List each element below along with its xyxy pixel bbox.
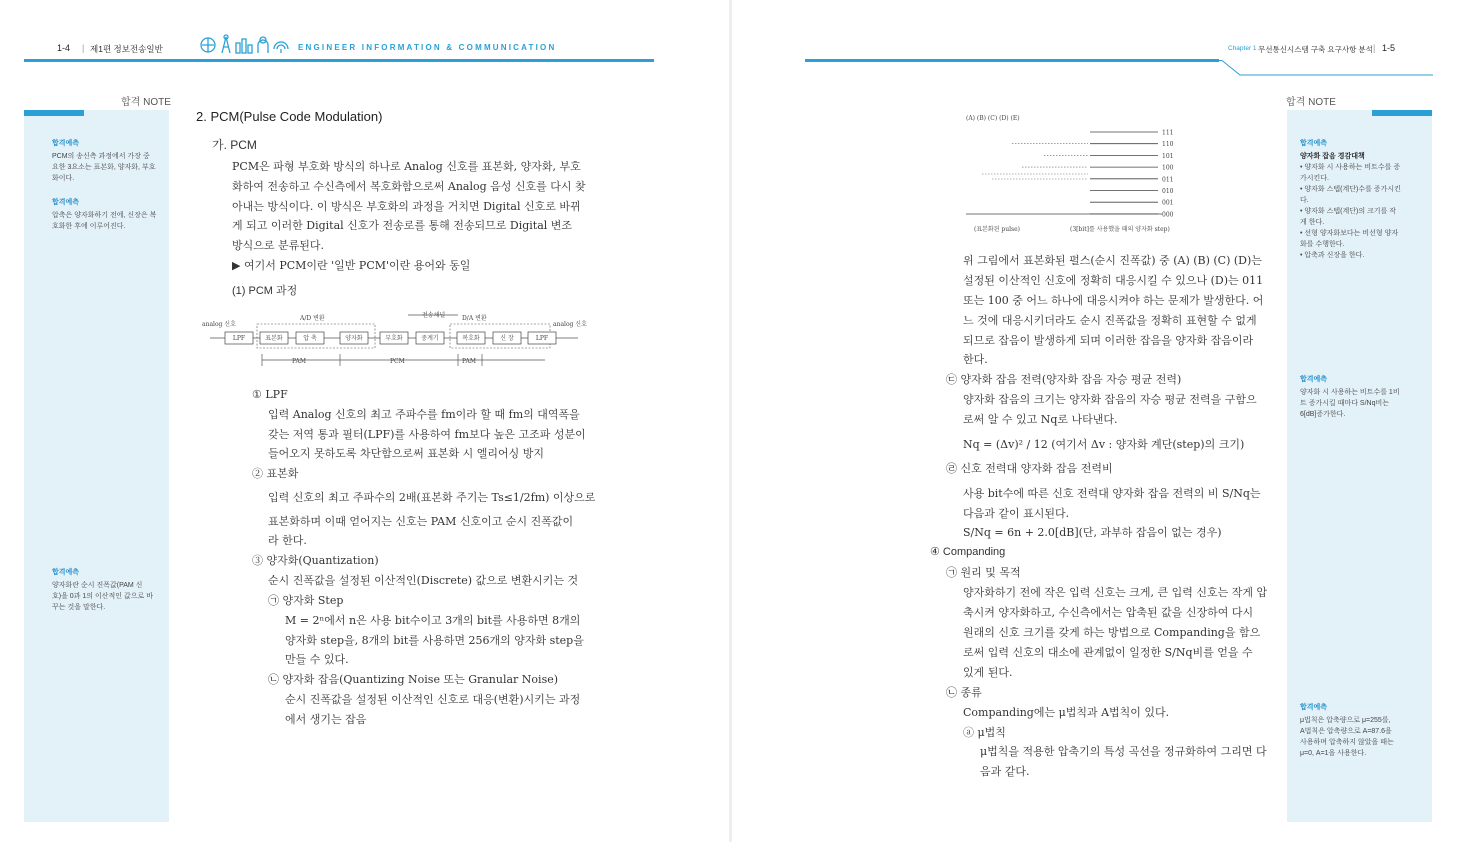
note-title: 합격예측 xyxy=(1300,704,1328,711)
input-label: analog 신호 xyxy=(202,321,236,328)
text-line: 위 그림에서 표본화된 펄스(순시 진폭값) 중 (A) (B) (C) (D)는 xyxy=(963,254,1262,267)
note-line: ▶ 여기서 PCM이란 '일반 PCM'이란 용어와 동일 xyxy=(232,259,471,272)
item-heading: ③ 양자화(Quantization) xyxy=(252,554,379,567)
text-line: 갖는 저역 통과 필터(LPF)를 사용하여 fm보다 높은 고조파 성분이 xyxy=(268,428,586,441)
pcm-label: PCM xyxy=(390,358,405,365)
note-title: 합격예측 xyxy=(52,199,80,206)
text-line: 또는 100 중 어느 하나에 대응시켜야 하는 문제가 발생한다. 어 xyxy=(963,294,1264,307)
text-line: 라 한다. xyxy=(268,534,307,547)
output-label: analog 신호 xyxy=(553,321,587,328)
note-line: • 양자화 시 사용하는 비트수를 증 xyxy=(1300,164,1401,171)
sub-item-heading: ㉣ 신호 전력대 양자화 잡음 전력비 xyxy=(946,462,1113,475)
text-line: 양자화 잡음의 크기는 양자화 잡음의 자승 평균 전력을 구함으 xyxy=(963,393,1257,406)
text-line: 음과 같다. xyxy=(980,765,1030,778)
text-line: 로써 입력 신호의 대소에 관계없이 일정한 S/Nq비를 얻을 수 xyxy=(963,646,1253,659)
note-title: 합격예측 xyxy=(52,569,80,576)
header-separator: | xyxy=(1373,43,1376,53)
diagram-block-label: 신 장 xyxy=(500,335,514,342)
right-page-number: 1-5 xyxy=(1382,43,1396,53)
right-note-label: 합격 NOTE xyxy=(1286,97,1336,108)
left-sidebar-cap xyxy=(24,110,84,116)
text-line: 다음과 같이 표시된다. xyxy=(963,507,1070,520)
note-line: μ법칙은 압축량으로 μ=255를, xyxy=(1300,717,1391,724)
text-line: 에서 생기는 잡음 xyxy=(285,713,367,726)
pulse-labels: (A) (B) (C) (D) (E) xyxy=(966,115,1020,122)
sub-item-heading: ⓐ μ법칙 xyxy=(963,726,1006,739)
text-line: 사용 bit수에 따른 신호 전력대 양자화 잡음 전력의 비 S/Nq는 xyxy=(963,487,1261,500)
diagram-block-label: LPF xyxy=(232,335,246,342)
engineering-icons-logo xyxy=(198,33,294,55)
sub-item-heading: ㉠ 원리 및 목적 xyxy=(946,566,1021,579)
diagram-blocks xyxy=(225,332,556,344)
level-label: 010 xyxy=(1162,188,1174,195)
note-line: 화를 수행한다. xyxy=(1300,241,1345,248)
banner-text: ENGINEER INFORMATION & COMMUNICATION xyxy=(298,43,557,52)
text-line: 양자화하기 전에 작은 입력 신호는 크게, 큰 입력 신호는 작게 압 xyxy=(963,586,1268,599)
quantization-step-figure xyxy=(962,112,1232,237)
note-line: 트 증가시킬 때마다 S/Nq비는 xyxy=(1300,400,1390,407)
item-heading: ① LPF xyxy=(252,388,288,401)
text-line: 입력 Analog 신호의 최고 주파수를 fm이라 할 때 fm의 대역폭을 xyxy=(268,408,580,421)
text-line: 방식으로 분류된다. xyxy=(232,239,325,252)
text-line: 원래의 신호 크기를 갖게 하는 방법으로 Companding을 함으 xyxy=(963,626,1261,639)
level-label: 000 xyxy=(1162,211,1174,219)
note-line: 요한 3요소는 표본화, 양자화, 부호 xyxy=(52,164,156,171)
sub-item-heading: ㉡ 종류 xyxy=(946,686,982,699)
text-line: Companding에는 μ법칙과 A법칙이 있다. xyxy=(963,706,1170,719)
note-line: 화이다. xyxy=(52,175,75,182)
right-sidebar-cap xyxy=(1372,110,1432,116)
subsection-title: 가. PCM xyxy=(212,138,257,152)
note-line: 다. xyxy=(1300,197,1309,204)
formula: Nq = (Δv)² / 12 (여기서 Δv : 양자화 계단(step)의 크기) xyxy=(963,438,1245,451)
note-subtitle: 양자화 잡음 경감대책 xyxy=(1300,153,1365,160)
left-page-number: 1-4 xyxy=(57,43,71,53)
da-label: D/A 변환 xyxy=(462,315,487,322)
note-line: • 압축과 신장을 한다. xyxy=(1300,252,1365,259)
note-title: 합격예측 xyxy=(1300,140,1328,147)
text-line: μ법칙을 적용한 압축기의 특성 곡선을 정규화하여 그리면 다 xyxy=(980,745,1267,758)
text-line: M = 2ⁿ에서 n은 사용 bit수이고 3개의 bit를 사용하면 8개의 xyxy=(285,614,581,627)
text-line: 설정된 이산적인 신호에 정확히 대응시킬 수 있으나 (D)는 011 xyxy=(963,274,1264,287)
text-line: 만들 수 있다. xyxy=(285,653,349,666)
note-title: 합격예측 xyxy=(1300,376,1328,383)
chapter-title: 무선통신시스템 구축 요구사항 분석 xyxy=(1258,45,1373,54)
sub-item-heading: ㉢ 양자화 잡음 전력(양자화 잡음 자승 평균 전력) xyxy=(946,373,1182,386)
text-line: 순시 진폭값을 설정된 이산적인(Discrete) 값으로 변환시키는 것 xyxy=(268,574,579,587)
quantization-levels xyxy=(982,130,1174,219)
text-line: 있게 된다. xyxy=(963,666,1013,679)
text-line: 순시 진폭값을 설정된 이산적인 신호로 대응(변환)시키는 과정 xyxy=(285,693,581,706)
diagram-block-label: 압 축 xyxy=(303,335,317,342)
left-section-name: 제1편 정보전송일반 xyxy=(90,44,163,54)
item-heading: ② 표본화 xyxy=(252,467,299,480)
text-line: 입력 신호의 최고 주파수의 2배(표본화 주기는 Ts≤1/2fm) 이상으로 xyxy=(268,491,596,504)
header-rule-tail xyxy=(1218,57,1438,79)
channel-label: 전송채널 xyxy=(422,312,446,319)
text-line: 양자화 step을, 8개의 bit를 사용하면 256개의 양자화 step을 xyxy=(285,634,584,647)
note-line: 게 한다. xyxy=(1300,219,1325,226)
note-line: 호화한 후에 이루어진다. xyxy=(52,223,126,230)
note-line: • 양자화 스텝(계단)의 크기를 작 xyxy=(1300,208,1397,215)
left-sidebar-note-3 xyxy=(52,567,162,613)
note-line: 꾸는 것을 말한다. xyxy=(52,604,106,611)
diagram-block-label: 중계기 xyxy=(421,335,439,342)
right-sidebar-note-3 xyxy=(1300,702,1410,759)
diagram-block-label: 양자화 xyxy=(345,335,363,342)
note-line: 양자화 시 사용하는 비트수를 1비 xyxy=(1300,389,1400,396)
level-label: 011 xyxy=(1162,176,1174,184)
diagram-block-label: 표본화 xyxy=(265,335,283,342)
text-line: 들어오지 못하도록 차단함으로써 표본화 시 엘리어싱 방지 xyxy=(268,447,545,460)
left-header-rule xyxy=(24,59,654,62)
diagram-block-label: 복호화 xyxy=(462,335,480,342)
left-note-label: 합격 NOTE xyxy=(121,97,171,108)
process-heading: (1) PCM 과정 xyxy=(232,285,298,297)
formula: S/Nq = 6n + 2.0[dB](단, 과부하 잡음이 없는 경우) xyxy=(963,526,1222,539)
text-line: 느 것에 대응시키더라도 순시 진폭값을 정확히 표현할 수 없게 xyxy=(963,314,1257,327)
pam-label-2: PAM xyxy=(462,358,476,365)
left-sidebar-note-1 xyxy=(52,138,162,184)
right-sidebar-note-2 xyxy=(1300,374,1410,420)
note-line: A법칙은 압축량으로 A=87.6을 xyxy=(1300,728,1392,735)
right-header-rule xyxy=(805,59,1219,62)
diagram-block-label: 부호화 xyxy=(385,335,403,342)
text-line: 게 되고 이러한 Digital 신호가 전송로를 통해 전송되므로 Digital 변조 xyxy=(232,219,573,232)
note-line: 사용하며 압축하지 않았을 때는 xyxy=(1300,739,1394,746)
note-line: μ=0, A=1을 사용한다. xyxy=(1300,750,1367,757)
level-label: 100 xyxy=(1162,164,1174,172)
level-label: 001 xyxy=(1162,199,1174,207)
note-line: 압축은 양자화하기 전에, 신장은 복 xyxy=(52,212,157,219)
text-line: 로써 알 수 있고 Nq로 나타낸다. xyxy=(963,413,1118,426)
header-separator: | xyxy=(82,43,85,53)
note-line: 가시킨다. xyxy=(1300,175,1329,182)
note-line: PCM의 송신측 과정에서 가장 중 xyxy=(52,153,150,160)
sub-item-heading: ㉠ 양자화 Step xyxy=(268,594,344,607)
note-title: 합격예측 xyxy=(52,140,80,147)
text-line: 화하여 전송하고 수신측에서 복호화함으로써 Analog 음성 신호를 다시 찾 xyxy=(232,180,586,193)
section-title: 2. PCM(Pulse Code Modulation) xyxy=(196,109,383,124)
right-page xyxy=(732,0,1463,842)
left-page xyxy=(0,0,730,842)
sub-item-heading: ㉡ 양자화 잡음(Quantizing Noise 또는 Granular Noise) xyxy=(268,673,559,686)
level-label: 110 xyxy=(1162,141,1174,149)
note-line: 양자화란 순시 진폭값(PAM 신 xyxy=(52,582,143,589)
text-line: 되므로 잡음이 발생하게 되며 이러한 잡음을 양자화 잡음이라 xyxy=(963,334,1254,347)
text-line: 축시켜 양자화하고, 수신측에서는 압축된 값을 신장하여 다시 xyxy=(963,606,1254,619)
text-line: 표본화하며 이때 얻어지는 신호는 PAM 신호이고 순시 진폭값이 xyxy=(268,515,574,528)
companding-heading: ④ Companding xyxy=(930,546,1006,558)
note-line: • 선형 양자화보다는 비선형 양자 xyxy=(1300,230,1399,237)
text-line: 한다. xyxy=(963,353,988,366)
left-sidebar-note-2 xyxy=(52,197,162,232)
pam-label: PAM xyxy=(292,358,306,365)
right-sidebar-note-1 xyxy=(1300,138,1410,261)
ad-label: A/D 변환 xyxy=(300,315,325,322)
text-line: PCM은 파형 부호화 방식의 하나로 Analog 신호를 표본화, 양자화, 부호 xyxy=(232,160,581,173)
level-label: 111 xyxy=(1162,129,1174,137)
chapter-label: Chapter 1 xyxy=(1228,45,1257,52)
caption-right: (3[bit]를 사용했을 때의 양자화 step) xyxy=(1070,226,1170,233)
level-label: 101 xyxy=(1162,152,1174,160)
note-line: • 양자화 스텝(계단)수를 증가시킨 xyxy=(1300,186,1401,193)
note-line: 6[dB]증가한다. xyxy=(1300,411,1346,418)
caption-left: (표본화된 pulse) xyxy=(974,226,1021,233)
note-line: 호)을 0과 1의 이산적인 값으로 바 xyxy=(52,593,153,600)
text-line: 아내는 방식이다. 이 방식은 부호화의 과정을 거치면 Digital 신호로 바뀌 xyxy=(232,200,581,213)
diagram-block-label: LPF xyxy=(535,335,549,342)
pcm-process-diagram xyxy=(200,308,590,368)
